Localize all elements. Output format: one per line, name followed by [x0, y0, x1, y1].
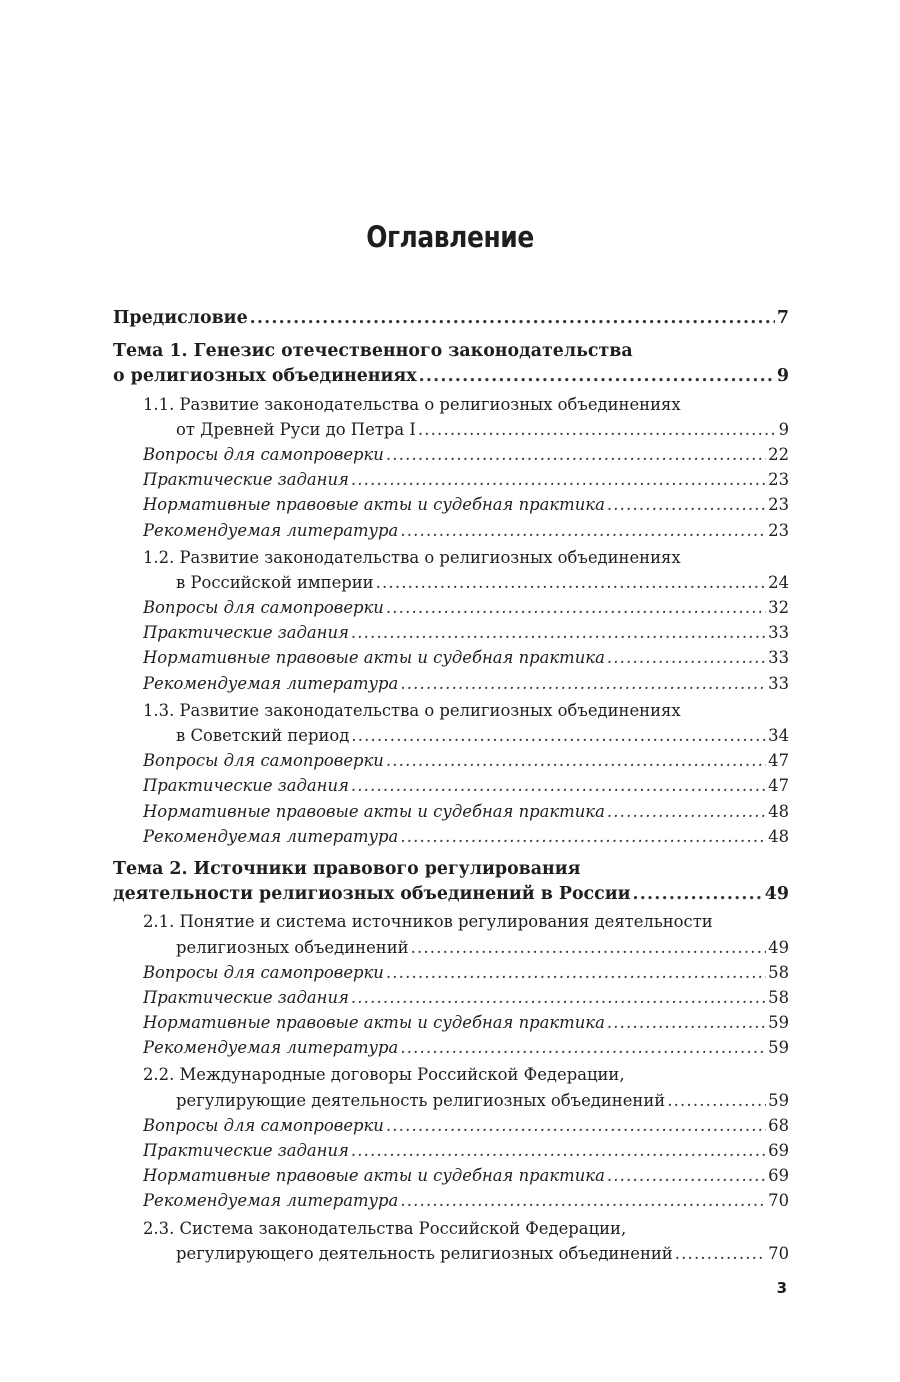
toc-section[interactable] — [113, 698, 789, 748]
dot-leader — [386, 960, 766, 985]
dot-leader — [607, 1010, 766, 1035]
toc-entry-text: в Российской империи — [176, 572, 374, 592]
toc-page-number: 23 — [768, 520, 789, 540]
toc-entry-text: Практические задания — [143, 776, 349, 796]
toc-entry-text: 2.2. Международные договоры Российской Федерации, — [143, 1065, 625, 1085]
toc-page-number: 23 — [768, 495, 789, 515]
toc-subsection[interactable] — [113, 748, 789, 773]
toc-page-number: 24 — [768, 572, 789, 592]
dot-leader — [667, 1088, 766, 1113]
toc-page-number: 49 — [764, 884, 789, 905]
toc-entry-text: Рекомендуемая литература — [143, 1038, 399, 1058]
toc-page-number: 49 — [768, 937, 789, 957]
toc-entry-text: деятельности религиозных объединений в России — [113, 884, 631, 905]
toc-page-number: 68 — [768, 1115, 789, 1135]
toc-entry-text: 2.1. Понятие и система источников регулирования деятельности — [143, 912, 713, 932]
toc-entry-text: Вопросы для самопроверки — [143, 444, 384, 464]
toc-subsection[interactable] — [113, 1138, 789, 1163]
toc-entry-text: Рекомендуемая литература — [143, 673, 399, 693]
dot-leader — [351, 620, 766, 645]
dot-leader — [400, 1188, 766, 1213]
toc-page-number: 47 — [768, 776, 789, 796]
toc-page-number: 33 — [768, 673, 789, 693]
toc-page-number: 59 — [768, 1038, 789, 1058]
toc-entry-text: Тема 1. Генезис отечественного законодательства — [113, 341, 633, 362]
toc-page-number: 9 — [778, 419, 789, 439]
page-number: 3 — [776, 1279, 787, 1297]
dot-leader — [351, 467, 766, 492]
toc-subsection[interactable] — [113, 1163, 789, 1188]
dot-leader — [386, 595, 766, 620]
toc-entry-text: Вопросы для самопроверки — [143, 598, 384, 618]
toc-entry-text: Рекомендуемая литература — [143, 826, 399, 846]
toc-entry-text: регулирующего деятельность религиозных объединений — [176, 1243, 673, 1263]
dot-leader — [607, 492, 766, 517]
toc-subsection[interactable] — [113, 1035, 789, 1060]
dot-leader — [418, 417, 777, 442]
toc-subsection[interactable] — [113, 671, 789, 696]
toc-entry-text: Вопросы для самопроверки — [143, 751, 384, 771]
dot-leader — [400, 1035, 766, 1060]
toc-page-number: 7 — [776, 308, 789, 328]
toc-subsection[interactable] — [113, 518, 789, 543]
toc-subsection[interactable] — [113, 799, 789, 824]
dot-leader — [351, 723, 766, 748]
toc-section[interactable] — [113, 1216, 789, 1266]
toc-entry-text: Вопросы для самопроверки — [143, 962, 384, 982]
toc-entry-text: Нормативные правовые акты и судебная практика — [143, 495, 605, 515]
toc-entry-text: Рекомендуемая литература — [143, 1191, 399, 1211]
dot-leader — [400, 824, 766, 849]
toc-page-number: 69 — [768, 1166, 789, 1186]
toc-page-number: 33 — [768, 623, 789, 643]
dot-leader — [351, 773, 766, 798]
dot-leader — [633, 882, 763, 907]
toc-entry-text: 1.3. Развитие законодательства о религиозных объединениях — [143, 700, 681, 720]
dot-leader — [386, 748, 766, 773]
toc-topic-1[interactable] — [113, 339, 789, 389]
dot-leader — [411, 935, 767, 960]
toc-entry-text: Тема 2. Источники правового регулирования — [113, 858, 581, 879]
toc-entry-text: 1.1. Развитие законодательства о религиозных объединениях — [143, 394, 681, 414]
toc-page-number: 48 — [768, 801, 789, 821]
toc-page-number: 58 — [768, 987, 789, 1007]
dot-leader — [419, 364, 775, 389]
toc-entry-preface[interactable] — [113, 306, 789, 331]
dot-leader — [351, 1138, 766, 1163]
toc-page-number: 47 — [768, 751, 789, 771]
toc-page-number: 48 — [768, 826, 789, 846]
toc-subsection[interactable] — [113, 595, 789, 620]
toc-entry-text: Вопросы для самопроверки — [143, 1115, 384, 1135]
toc-entry-text: 2.3. Система законодательства Российской Федерации, — [143, 1218, 627, 1238]
toc-subsection[interactable] — [113, 620, 789, 645]
toc-entry-text: Практические задания — [143, 987, 349, 1007]
dot-leader — [675, 1241, 766, 1266]
toc-subsection[interactable] — [113, 824, 789, 849]
toc-section[interactable] — [113, 392, 789, 442]
toc-entry-text: Нормативные правовые акты и судебная практика — [143, 801, 605, 821]
toc-subsection[interactable] — [113, 442, 789, 467]
toc-page-number: 32 — [768, 598, 789, 618]
table-of-contents — [113, 306, 789, 1266]
dot-leader — [386, 442, 766, 467]
toc-subsection[interactable] — [113, 467, 789, 492]
toc-entry-text: религиозных объединений — [176, 937, 409, 957]
toc-entry-text: от Древней Руси до Петра I — [176, 419, 416, 439]
dot-leader — [607, 645, 766, 670]
toc-page-number: 22 — [768, 444, 789, 464]
toc-subsection[interactable] — [113, 773, 789, 798]
toc-page-number: 34 — [768, 726, 789, 745]
dot-leader — [400, 518, 766, 543]
toc-subsection[interactable] — [113, 492, 789, 517]
toc-entry-text: о религиозных объединениях — [113, 366, 417, 387]
dot-leader — [607, 1163, 766, 1188]
toc-page-number: 9 — [776, 366, 789, 387]
toc-page-number: 58 — [768, 962, 789, 982]
toc-page-number: 70 — [768, 1243, 789, 1263]
toc-subsection[interactable] — [113, 1010, 789, 1035]
toc-subsection[interactable] — [113, 985, 789, 1010]
toc-page-number: 69 — [768, 1141, 789, 1160]
toc-page-number: 23 — [768, 470, 789, 490]
toc-entry-text: 1.2. Развитие законодательства о религиозных объединениях — [143, 547, 681, 567]
toc-entry-text: Предисловие — [113, 308, 248, 328]
dot-leader — [376, 570, 767, 595]
toc-entry-text: Нормативные правовые акты и судебная практика — [143, 1166, 605, 1186]
toc-page-number: 33 — [768, 648, 789, 668]
toc-entry-text: в Советский период — [176, 726, 350, 745]
dot-leader — [250, 306, 775, 331]
toc-entry-text: Практические задания — [143, 623, 349, 643]
toc-entry-text: Практические задания — [143, 1141, 349, 1160]
toc-entry-text: Нормативные правовые акты и судебная практика — [143, 1013, 605, 1033]
toc-entry-text: Практические задания — [143, 470, 349, 490]
toc-page-number: 59 — [768, 1090, 789, 1110]
toc-subsection[interactable] — [113, 645, 789, 670]
dot-leader — [351, 985, 766, 1010]
dot-leader — [607, 799, 766, 824]
toc-topic-2[interactable] — [113, 857, 789, 907]
toc-section[interactable] — [113, 545, 789, 595]
toc-section[interactable] — [113, 909, 789, 959]
toc-subsection[interactable] — [113, 960, 789, 985]
toc-subsection[interactable] — [113, 1188, 789, 1213]
dot-leader — [386, 1113, 766, 1138]
dot-leader — [400, 671, 766, 696]
toc-entry-text: регулирующие деятельность религиозных объединений — [176, 1090, 666, 1110]
toc-entry-text: Нормативные правовые акты и судебная практика — [143, 648, 605, 668]
toc-page-number: 59 — [768, 1013, 789, 1033]
toc-subsection[interactable] — [113, 1113, 789, 1138]
toc-section[interactable] — [113, 1062, 789, 1112]
toc-page-number: 70 — [768, 1191, 789, 1211]
page-title: Оглавление — [366, 220, 534, 254]
toc-entry-text: Рекомендуемая литература — [143, 520, 399, 540]
